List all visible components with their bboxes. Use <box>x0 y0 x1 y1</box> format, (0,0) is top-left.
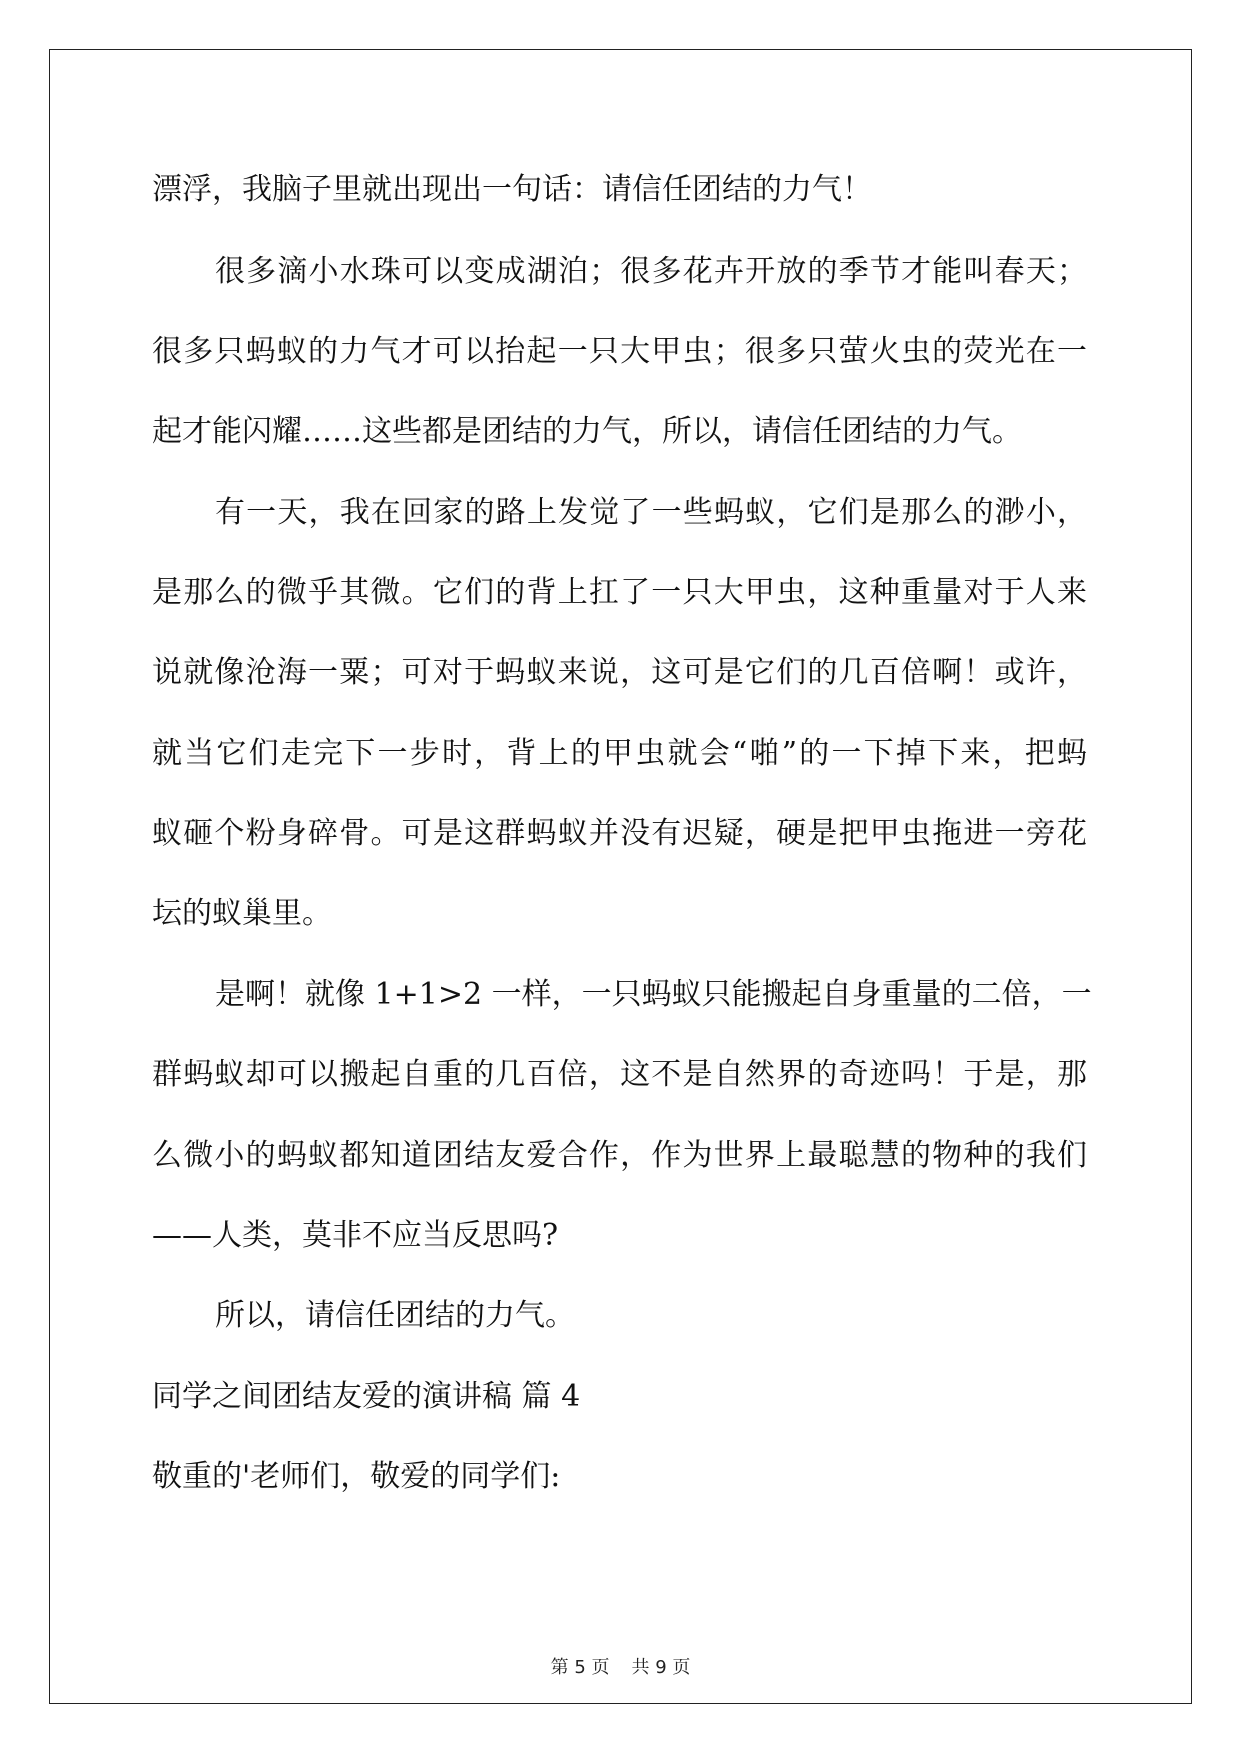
paragraph-line: 说就像沧海一粟；可对于蚂蚁来说，这可是它们的几百倍啊！或许， <box>152 655 1087 690</box>
paragraph-line: 是啊！就像 1+1>2 一样，一只蚂蚁只能搬起自身重量的二倍，一 <box>215 977 1092 1012</box>
salutation-line: 敬重的'老师们，敬爱的同学们: <box>152 1459 561 1494</box>
page-number: 第 5 页 <box>550 1657 610 1678</box>
paragraph-line: 么微小的蚂蚁都知道团结友爱合作，作为世界上最聪慧的物种的我们 <box>152 1138 1087 1173</box>
paragraph-line: 所以，请信任团结的力气。 <box>215 1298 575 1333</box>
page-total: 共 9 页 <box>631 1657 691 1678</box>
paragraph-line: ——人类，莫非不应当反思吗? <box>152 1218 559 1253</box>
paragraph-line: 很多滴小水珠可以变成湖泊；很多花卉开放的季节才能叫春天； <box>215 254 1087 289</box>
paragraph-line: 很多只蚂蚁的力气才可以抬起一只大甲虫；很多只萤火虫的荧光在一 <box>152 334 1087 369</box>
paragraph-line: 是那么的微乎其微。它们的背上扛了一只大甲虫，这种重量对于人来 <box>152 575 1087 610</box>
section-heading: 同学之间团结友爱的演讲稿 篇 4 <box>152 1379 581 1414</box>
paragraph-line: 就当它们走完下一步时，背上的甲虫就会“啪”的一下掉下来，把蚂 <box>152 736 1087 771</box>
page-border <box>49 49 1192 1704</box>
page-footer <box>0 1656 1241 1680</box>
paragraph-line: 蚁砸个粉身碎骨。可是这群蚂蚁并没有迟疑，硬是把甲虫拖进一旁花 <box>152 816 1087 851</box>
paragraph-line: 有一天，我在回家的路上发觉了一些蚂蚁，它们是那么的渺小， <box>215 495 1087 530</box>
paragraph-line: 群蚂蚁却可以搬起自重的几百倍，这不是自然界的奇迹吗！于是，那 <box>152 1057 1087 1092</box>
paragraph-line: 坛的蚁巢里。 <box>152 896 332 931</box>
paragraph-line: 起才能闪耀……这些都是团结的力气，所以，请信任团结的力气。 <box>152 414 1022 449</box>
paragraph-line: 漂浮，我脑子里就出现出一句话：请信任团结的力气！ <box>152 172 872 207</box>
